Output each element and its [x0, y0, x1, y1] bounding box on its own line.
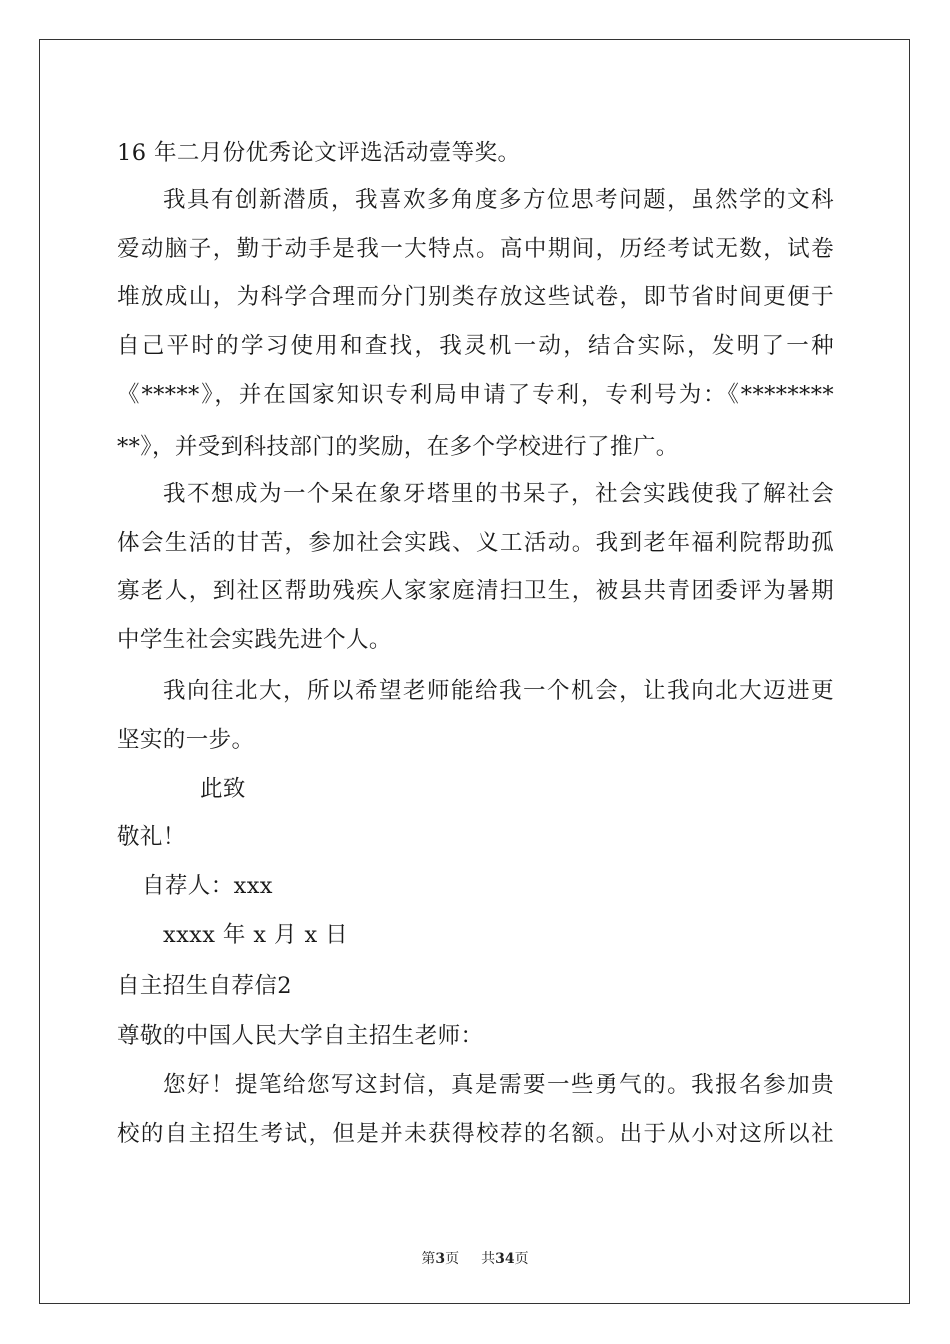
page-prefix: 第 [421, 1251, 436, 1267]
signature: 自荐人：xxx [142, 873, 273, 899]
section-heading: 自主招生自荐信2 [117, 973, 293, 999]
text-line: 中学生社会实践先进个人。 [117, 627, 392, 653]
text-line: 校的自主招生考试，但是并未获得校荐的名额。出于从小对这所以社 [117, 1121, 834, 1147]
salutation: 敬礼！ [117, 824, 186, 850]
letter-greeting: 尊敬的中国人民大学自主招生老师： [117, 1023, 484, 1049]
page-footer [0, 1250, 950, 1268]
text-line: 我不想成为一个呆在象牙塔里的书呆子，社会实践使我了解社会 [163, 481, 834, 507]
page-frame [39, 39, 910, 1304]
date-line: xxxx 年 x 月 x 日 [163, 922, 348, 948]
page-current: 3 [435, 1251, 446, 1267]
text-line: 寡老人，到社区帮助残疾人家家庭清扫卫生，被县共青团委评为暑期 [117, 578, 834, 604]
text-line: 我具有创新潜质，我喜欢多角度多方位思考问题，虽然学的文科 [163, 187, 834, 213]
text-line: 《*****》，并在国家知识专利局申请了专利，专利号为：《******** [117, 382, 834, 408]
text-line: **》，并受到科技部门的奖励，在多个学校进行了推广。 [117, 434, 679, 460]
text-line: 爱动脑子，勤于动手是我一大特点。高中期间，历经考试无数，试卷 [117, 236, 834, 262]
text-line: 堆放成山，为科学合理而分门别类存放这些试卷，即节省时间更便于 [117, 284, 834, 310]
text-line: 我向往北大，所以希望老师能给我一个机会，让我向北大迈进更 [163, 678, 834, 704]
text-line: 自己平时的学习使用和查找，我灵机一动，结合实际，发明了一种 [117, 333, 834, 359]
closing-phrase: 此致 [200, 776, 246, 802]
total-unit: 页 [514, 1251, 529, 1267]
total-prefix: 共 [481, 1251, 496, 1267]
text-line: 您好！提笔给您写这封信，真是需要一些勇气的。我报名参加贵 [163, 1072, 834, 1098]
text-line: 坚实的一步。 [117, 727, 255, 753]
text-line: 16 年二月份优秀论文评选活动壹等奖。 [117, 140, 521, 166]
page-total: 34 [495, 1251, 515, 1267]
text-line: 体会生活的甘苦，参加社会实践、义工活动。我到老年福利院帮助孤 [117, 530, 834, 556]
page-unit: 页 [445, 1251, 460, 1267]
